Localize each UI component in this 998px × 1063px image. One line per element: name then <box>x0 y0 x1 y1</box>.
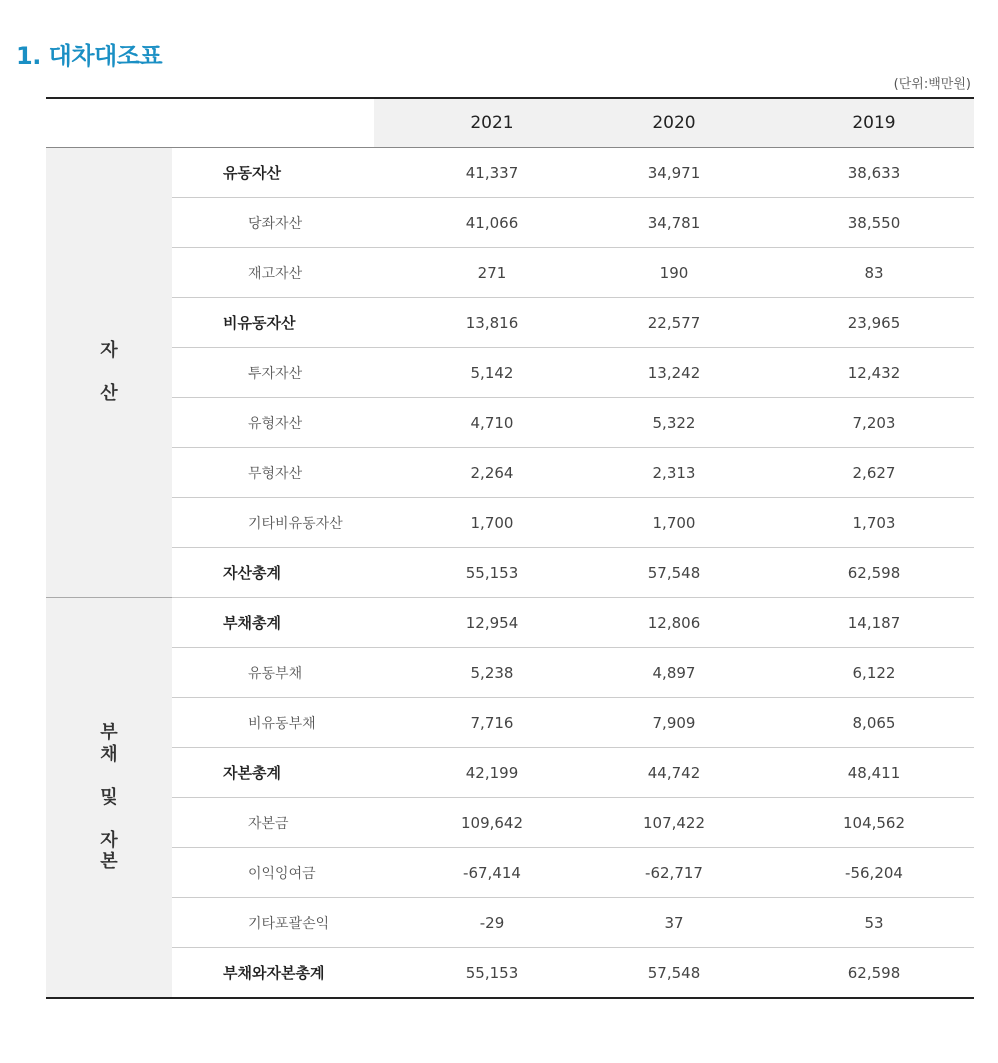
value-2021: 5,142 <box>374 348 574 398</box>
value-2021: -29 <box>374 898 574 948</box>
table-row <box>46 848 974 898</box>
table-row <box>46 348 974 398</box>
row-label: 투자자산 <box>172 348 374 398</box>
row-label: 부채와자본총계 <box>172 948 374 999</box>
value-2020: 37 <box>574 898 774 948</box>
table-header-row <box>46 98 974 148</box>
row-label: 무형자산 <box>172 448 374 498</box>
value-2020: 107,422 <box>574 798 774 848</box>
value-2020: 5,322 <box>574 398 774 448</box>
value-2021: 1,700 <box>374 498 574 548</box>
row-label: 자본총계 <box>172 748 374 798</box>
row-label: 부채총계 <box>172 598 374 648</box>
value-2021: 5,238 <box>374 648 574 698</box>
table-row <box>46 448 974 498</box>
value-2020: 1,700 <box>574 498 774 548</box>
table-row <box>46 598 974 648</box>
row-label: 자산총계 <box>172 548 374 598</box>
row-label: 자본금 <box>172 798 374 848</box>
value-2021: -67,414 <box>374 848 574 898</box>
value-2019: 2,627 <box>774 448 974 498</box>
value-2019: 83 <box>774 248 974 298</box>
page-title: 1. 대차대조표 <box>16 42 163 70</box>
value-2021: 41,337 <box>374 148 574 198</box>
value-2019: 6,122 <box>774 648 974 698</box>
value-2020: 57,548 <box>574 948 774 999</box>
row-label: 기타비유동자산 <box>172 498 374 548</box>
row-label: 유동자산 <box>172 148 374 198</box>
value-2021: 4,710 <box>374 398 574 448</box>
value-2019: 53 <box>774 898 974 948</box>
value-2019: 48,411 <box>774 748 974 798</box>
value-2020: 57,548 <box>574 548 774 598</box>
value-2019: 62,598 <box>774 548 974 598</box>
value-2021: 55,153 <box>374 548 574 598</box>
value-2019: 8,065 <box>774 698 974 748</box>
balance-sheet-table <box>46 97 974 999</box>
value-2019: 104,562 <box>774 798 974 848</box>
table-row <box>46 198 974 248</box>
value-2019: 62,598 <box>774 948 974 999</box>
value-2020: 4,897 <box>574 648 774 698</box>
row-label: 유동부채 <box>172 648 374 698</box>
value-2019: 7,203 <box>774 398 974 448</box>
value-2020: 34,781 <box>574 198 774 248</box>
table-row <box>46 698 974 748</box>
header-year-2021: 2021 <box>374 98 574 148</box>
value-2021: 271 <box>374 248 574 298</box>
table-row <box>46 548 974 598</box>
table-body <box>46 148 974 999</box>
row-label: 재고자산 <box>172 248 374 298</box>
value-2021: 12,954 <box>374 598 574 648</box>
value-2020: 190 <box>574 248 774 298</box>
row-label: 비유동부채 <box>172 698 374 748</box>
header-year-2020: 2020 <box>574 98 774 148</box>
table-row <box>46 298 974 348</box>
value-2021: 41,066 <box>374 198 574 248</box>
table-row <box>46 498 974 548</box>
value-2021: 42,199 <box>374 748 574 798</box>
table-row <box>46 398 974 448</box>
table-row <box>46 898 974 948</box>
header-year-2019: 2019 <box>774 98 974 148</box>
value-2019: -56,204 <box>774 848 974 898</box>
value-2021: 13,816 <box>374 298 574 348</box>
group-label-text: 부 채 및 자 본 <box>100 721 118 873</box>
value-2021: 2,264 <box>374 448 574 498</box>
value-2019: 1,703 <box>774 498 974 548</box>
value-2020: 44,742 <box>574 748 774 798</box>
group-label-text: 자 산 <box>100 340 118 405</box>
row-label: 당좌자산 <box>172 198 374 248</box>
table-row <box>46 248 974 298</box>
value-2020: 22,577 <box>574 298 774 348</box>
value-2019: 14,187 <box>774 598 974 648</box>
table-row <box>46 798 974 848</box>
value-2019: 38,633 <box>774 148 974 198</box>
value-2020: 34,971 <box>574 148 774 198</box>
value-2020: 2,313 <box>574 448 774 498</box>
row-label: 비유동자산 <box>172 298 374 348</box>
row-label: 이익잉여금 <box>172 848 374 898</box>
value-2019: 23,965 <box>774 298 974 348</box>
header-blank-cell <box>46 98 374 148</box>
value-2020: 7,909 <box>574 698 774 748</box>
value-2019: 12,432 <box>774 348 974 398</box>
row-label: 유형자산 <box>172 398 374 448</box>
unit-label: (단위:백만원) <box>893 77 971 92</box>
table-row <box>46 648 974 698</box>
value-2020: 12,806 <box>574 598 774 648</box>
value-2020: 13,242 <box>574 348 774 398</box>
table-row <box>46 948 974 999</box>
value-2021: 109,642 <box>374 798 574 848</box>
table-row <box>46 148 974 198</box>
group-label-liabilities-equity <box>46 598 172 999</box>
group-label-assets <box>46 148 172 598</box>
value-2021: 55,153 <box>374 948 574 999</box>
value-2019: 38,550 <box>774 198 974 248</box>
table-row <box>46 748 974 798</box>
value-2021: 7,716 <box>374 698 574 748</box>
value-2020: -62,717 <box>574 848 774 898</box>
row-label: 기타포괄손익 <box>172 898 374 948</box>
